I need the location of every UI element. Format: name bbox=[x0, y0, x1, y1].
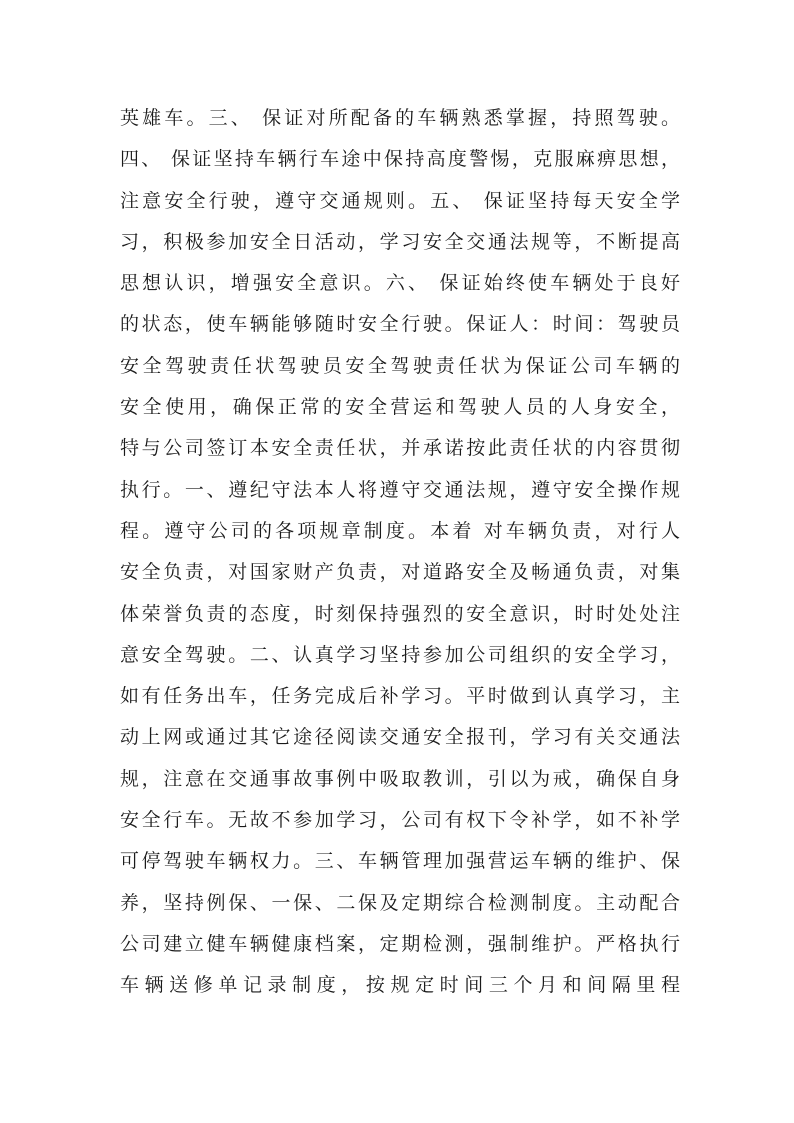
text-line: 执行。一、遵纪守法本人将遵守交通法规，遵守安全操作规 bbox=[120, 478, 680, 501]
text-line: 四、 保证坚持车辆行车途中保持高度警惕，克服麻痹思想， bbox=[120, 148, 680, 171]
text-line: 思想认识，增强安全意识。六、 保证始终使车辆处于良好 bbox=[120, 272, 680, 295]
text-line: 特与公司签订本安全责任状，并承诺按此责任状的内容贯彻 bbox=[120, 437, 680, 460]
text-line: 车辆送修单记录制度，按规定时间三个月和间隔里程 bbox=[120, 974, 680, 997]
text-line: 规，注意在交通事故事例中吸取教训，引以为戒，确保自身 bbox=[120, 767, 680, 790]
body-text bbox=[120, 98, 680, 1007]
text-line: 体荣誉负责的态度，时刻保持强烈的安全意识，时时处处注 bbox=[120, 602, 680, 625]
text-line: 英雄车。三、 保证对所配备的车辆熟悉掌握，持照驾驶。 bbox=[120, 107, 680, 129]
text-line: 动上网或通过其它途径阅读交通安全报刊，学习有关交通法 bbox=[120, 726, 680, 749]
text-line: 可停驾驶车辆权力。三、车辆管理加强营运车辆的维护、保 bbox=[120, 850, 680, 873]
text-line: 的状态，使车辆能够随时安全行驶。保证人：时间：驾驶员 bbox=[120, 313, 680, 336]
text-line: 公司建立健车辆健康档案，定期检测，强制维护。严格执行 bbox=[120, 932, 680, 955]
text-line: 养，坚持例保、一保、二保及定期综合检测制度。主动配合 bbox=[120, 891, 680, 914]
text-line: 安全驾驶责任状驾驶员安全驾驶责任状为保证公司车辆的 bbox=[120, 354, 680, 377]
text-line: 如有任务出车，任务完成后补学习。平时做到认真学习，主 bbox=[120, 685, 680, 708]
text-line: 意安全驾驶。二、认真学习坚持参加公司组织的安全学习， bbox=[120, 643, 680, 666]
text-line: 注意安全行驶，遵守交通规则。五、 保证坚持每天安全学 bbox=[120, 189, 680, 212]
text-line: 习，积极参加安全日活动，学习安全交通法规等，不断提高 bbox=[120, 230, 680, 253]
text-line: 安全使用，确保正常的安全营运和驾驶人员的人身安全， bbox=[120, 396, 680, 419]
text-line: 安全行车。无故不参加学习，公司有权下令补学，如不补学 bbox=[120, 809, 680, 832]
text-line: 安全负责，对国家财产负责，对道路安全及畅通负责，对集 bbox=[120, 561, 680, 584]
text-line: 程。遵守公司的各项规章制度。本着 对车辆负责，对行人 bbox=[120, 519, 680, 542]
